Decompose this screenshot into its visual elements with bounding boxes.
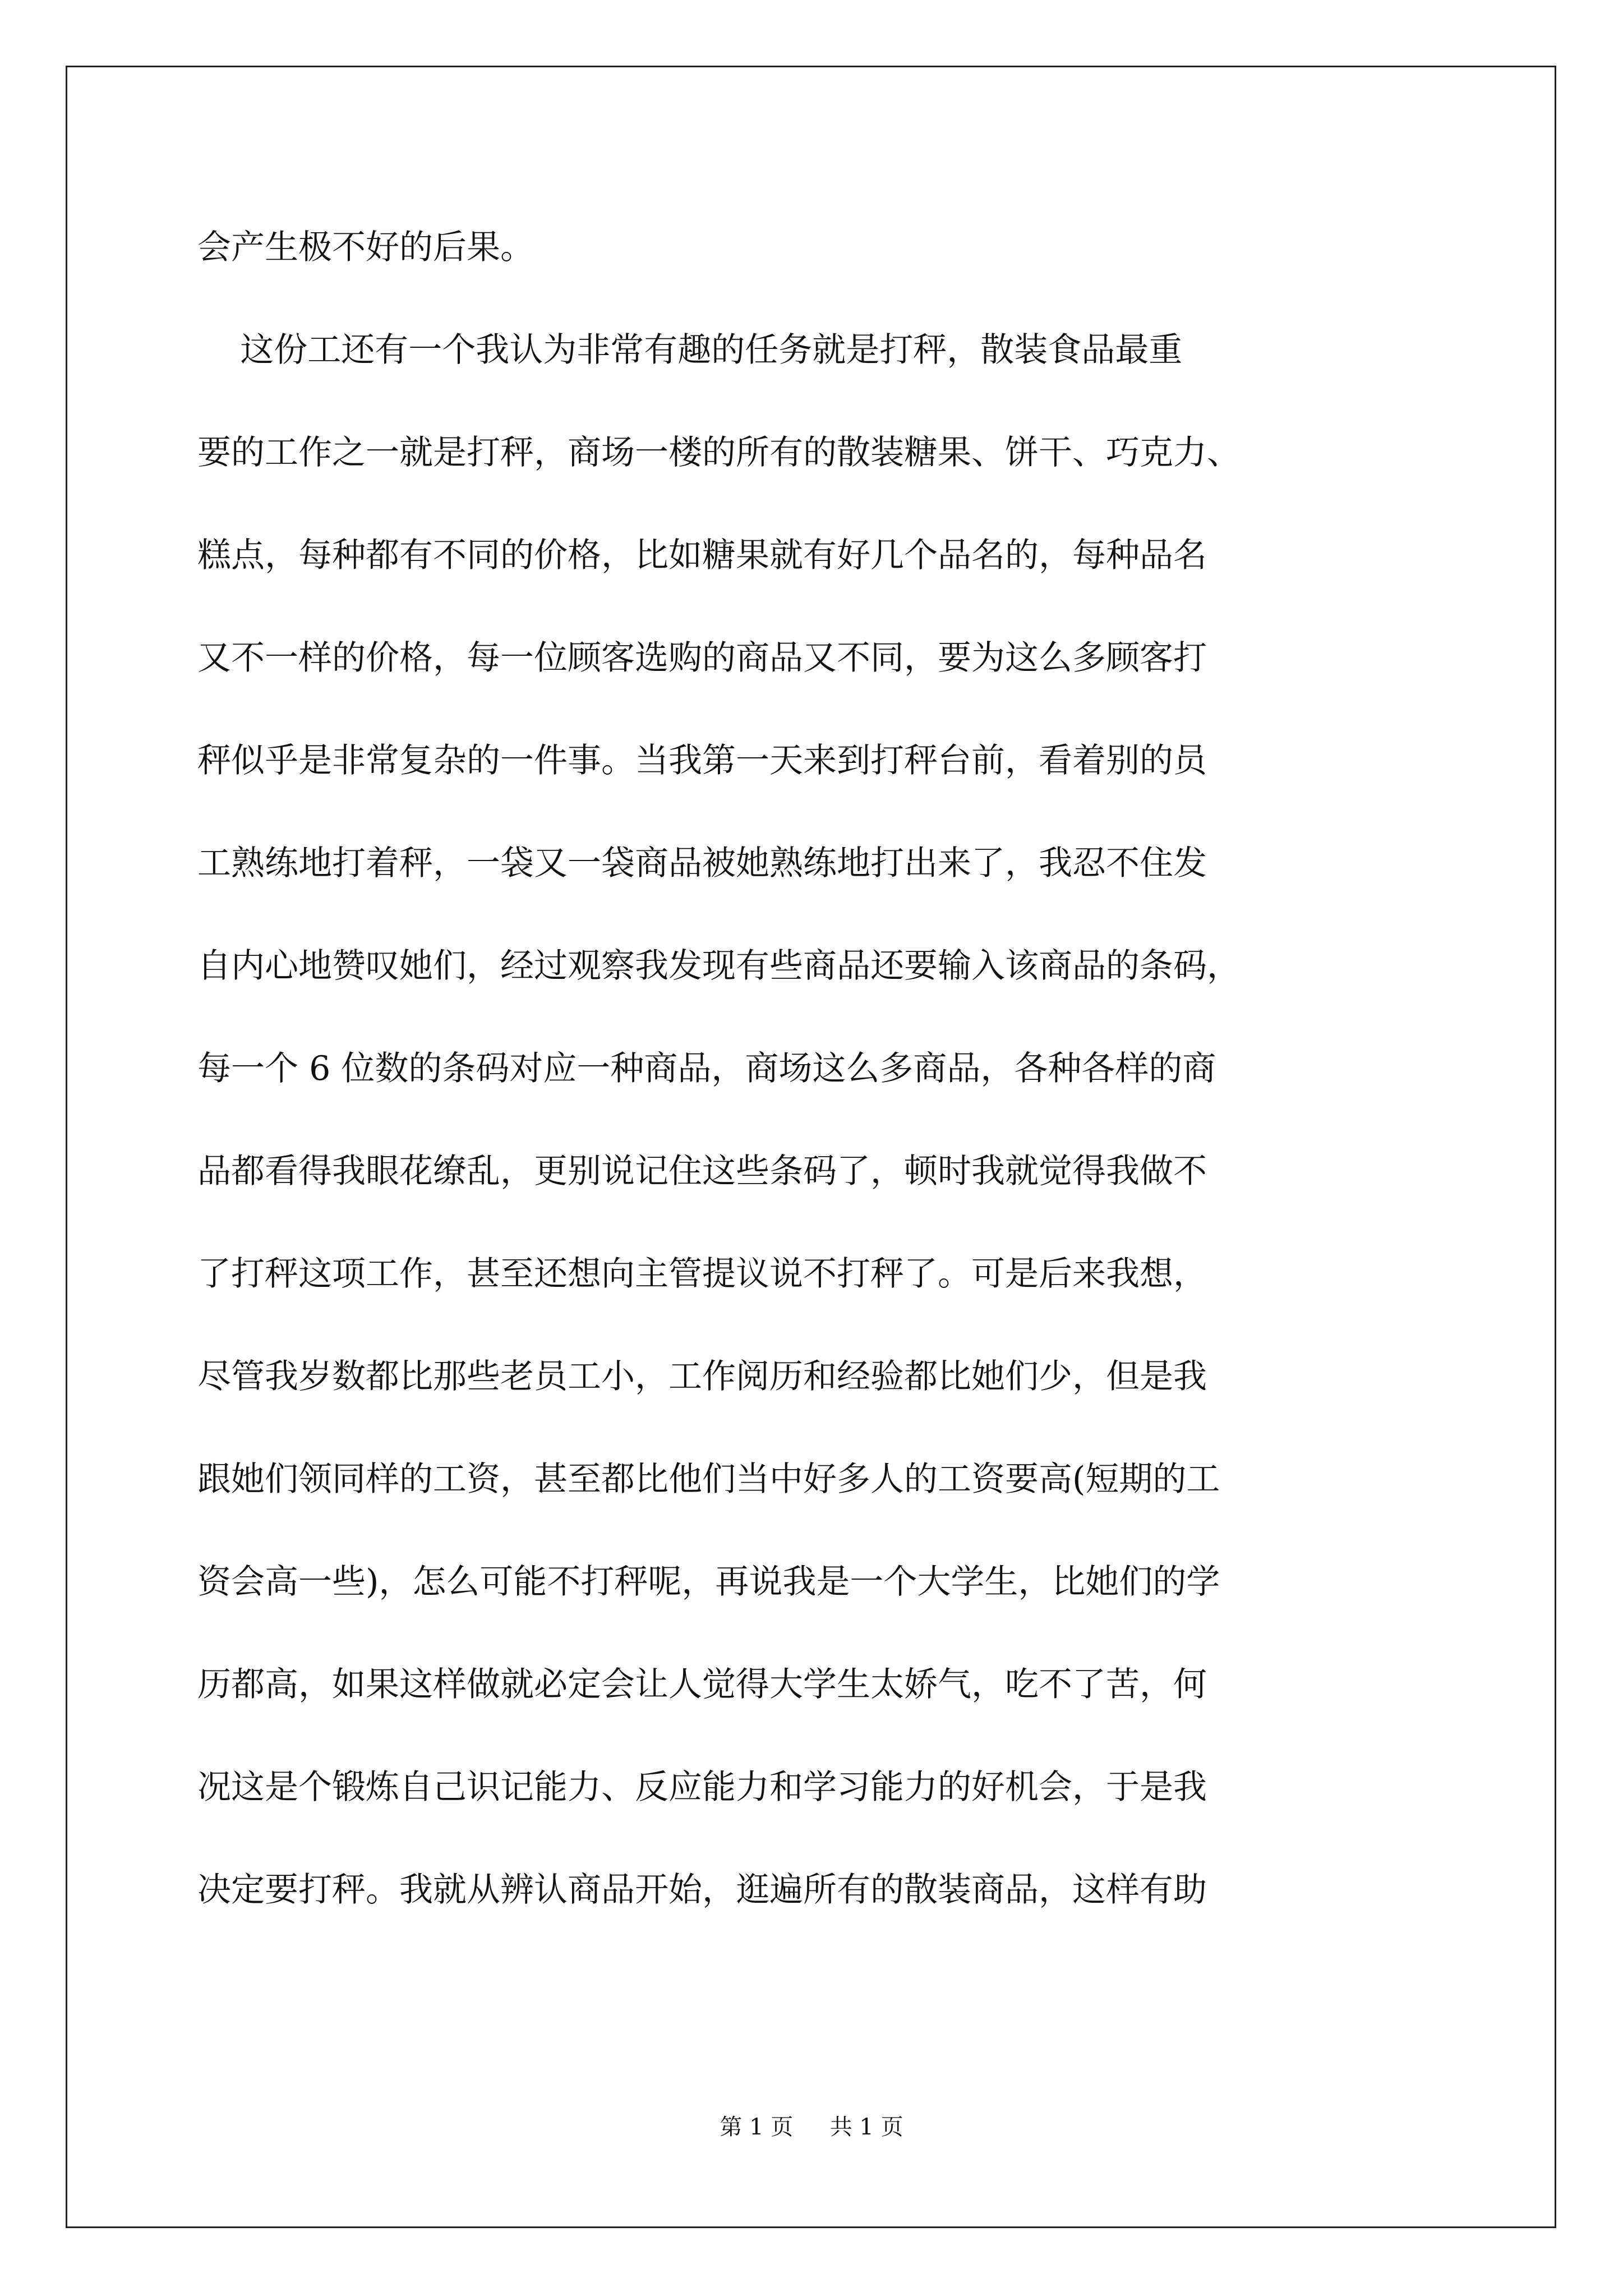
paragraph-line: 历都高，如果这样做就必定会让人觉得大学生太娇气，吃不了苦，何 <box>197 1665 1207 1704</box>
paragraph-line: 工熟练地打着秤，一袋又一袋商品被她熟练地打出来了，我忍不住发 <box>197 844 1207 883</box>
paragraph-line: 尽管我岁数都比那些老员工小，工作阅历和经验都比她们少，但是我 <box>197 1357 1207 1396</box>
paragraph-line: 要的工作之一就是打秤，商场一楼的所有的散装糖果、饼干、巧克力、 <box>197 433 1241 472</box>
paragraph-line: 糕点，每种都有不同的价格，比如糖果就有好几个品名的，每种品名 <box>197 536 1207 575</box>
paragraph-line: 跟她们领同样的工资，甚至都比他们当中好多人的工资要高(短期的工 <box>197 1460 1220 1499</box>
paragraph-line: 会产生极不好的后果。 <box>197 228 534 267</box>
paragraph-line: 秤似乎是非常复杂的一件事。当我第一天来到打秤台前，看着别的员 <box>197 741 1207 780</box>
paragraph-line: 况这是个锻炼自己识记能力、反应能力和学习能力的好机会，于是我 <box>197 1768 1207 1807</box>
paragraph-line: 每一个 6 位数的条码对应一种商品，商场这么多商品，各种各样的商 <box>197 1049 1216 1088</box>
paragraph-line: 自内心地赞叹她们，经过观察我发现有些商品还要输入该商品的条码， <box>197 946 1241 986</box>
page-number: 第 1 页 <box>720 2114 794 2140</box>
page-total: 共 1 页 <box>829 2114 903 2140</box>
paragraph-line: 品都看得我眼花缭乱，更别说记住这些条码了，顿时我就觉得我做不 <box>197 1152 1207 1191</box>
paragraph-line: 了打秤这项工作，甚至还想向主管提议说不打秤了。可是后来我想， <box>197 1254 1207 1294</box>
paragraph-line: 资会高一些)，怎么可能不打秤呢，再说我是一个大学生，比她们的学 <box>197 1562 1220 1602</box>
paragraph-line: 决定要打秤。我就从辨认商品开始，逛遍所有的散装商品，这样有助 <box>197 1870 1207 1910</box>
paragraph-line: 又不一样的价格，每一位顾客选购的商品又不同，要为这么多顾客打 <box>197 638 1207 678</box>
paragraph-line: 这份工还有一个我认为非常有趣的任务就是打秤，散装食品最重 <box>197 330 1183 370</box>
page-footer <box>0 2110 1623 2144</box>
